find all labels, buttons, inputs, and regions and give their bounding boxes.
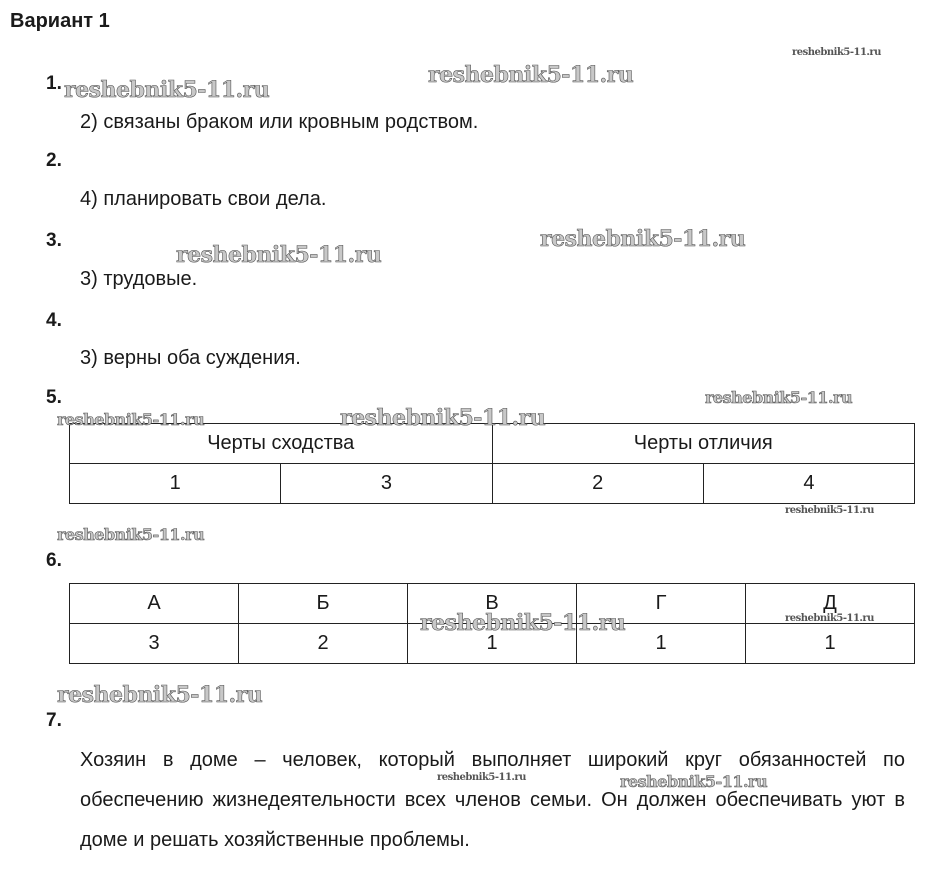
table-header-g: Г: [577, 584, 746, 624]
table-header-v: В: [408, 584, 577, 624]
watermark-text: reshebnik5-11.ru: [705, 388, 853, 407]
table-header-d: Д: [746, 584, 915, 624]
watermark-text: reshebnik5-11.ru: [57, 682, 263, 708]
watermark-text: reshebnik5-11.ru: [428, 62, 634, 88]
answer-7: Хозяин в доме – человек, который выполняет широкий круг обязанностей по обеспечению жизнедеятельности всех членов семьи. Он должен обеспечивать уют в доме и решать хозяйственные проблемы.: [80, 749, 905, 851]
table-similarities-differences: [69, 423, 915, 504]
table-header-differences: Черты отличия: [492, 424, 915, 464]
table-cell: 1: [577, 624, 746, 664]
question-number-7: 7.: [46, 710, 62, 731]
answer-1: 2) связаны браком или кровным родством.: [80, 111, 479, 133]
question-number-3: 3.: [46, 230, 62, 251]
question-number-6: 6.: [46, 550, 62, 571]
question-number-5: 5.: [46, 387, 62, 408]
table-header-a: А: [70, 584, 239, 624]
table-cell: 1: [746, 624, 915, 664]
table-cell: 3: [281, 464, 492, 504]
answer-3: 3) трудовые.: [80, 268, 198, 290]
watermark-text: reshebnik5-11.ru: [176, 242, 382, 268]
table-header-b: Б: [239, 584, 408, 624]
watermark-text: reshebnik5-11.ru: [785, 505, 874, 516]
answer-4: 3) верны оба суждения.: [80, 347, 301, 369]
answer-2: 4) планировать свои дела.: [80, 188, 327, 210]
question-number-4: 4.: [46, 310, 62, 331]
question-number-1: 1.: [46, 73, 62, 94]
table-cell: 2: [239, 624, 408, 664]
watermark-text: reshebnik5-11.ru: [57, 525, 205, 544]
question-number-2: 2.: [46, 150, 62, 171]
watermark-text: reshebnik5-11.ru: [785, 613, 874, 624]
table-header-similarities: Черты сходства: [70, 424, 493, 464]
table-row: [70, 464, 915, 504]
watermark-text: reshebnik5-11.ru: [420, 610, 626, 636]
table-cell: 2: [492, 464, 703, 504]
table-cell: 4: [703, 464, 914, 504]
watermark-text: reshebnik5-11.ru: [437, 772, 526, 783]
watermark-text: reshebnik5-11.ru: [620, 772, 768, 791]
watermark-text: reshebnik5-11.ru: [340, 405, 546, 431]
table-cell: 3: [70, 624, 239, 664]
table-cell: 1: [408, 624, 577, 664]
watermark-text: reshebnik5-11.ru: [540, 226, 746, 252]
watermark-text: reshebnik5-11.ru: [792, 47, 881, 58]
watermark-text: reshebnik5-11.ru: [64, 77, 270, 103]
watermark-text: reshebnik5-11.ru: [57, 410, 205, 429]
table-cell: 1: [70, 464, 281, 504]
page-title: Вариант 1: [10, 10, 110, 32]
